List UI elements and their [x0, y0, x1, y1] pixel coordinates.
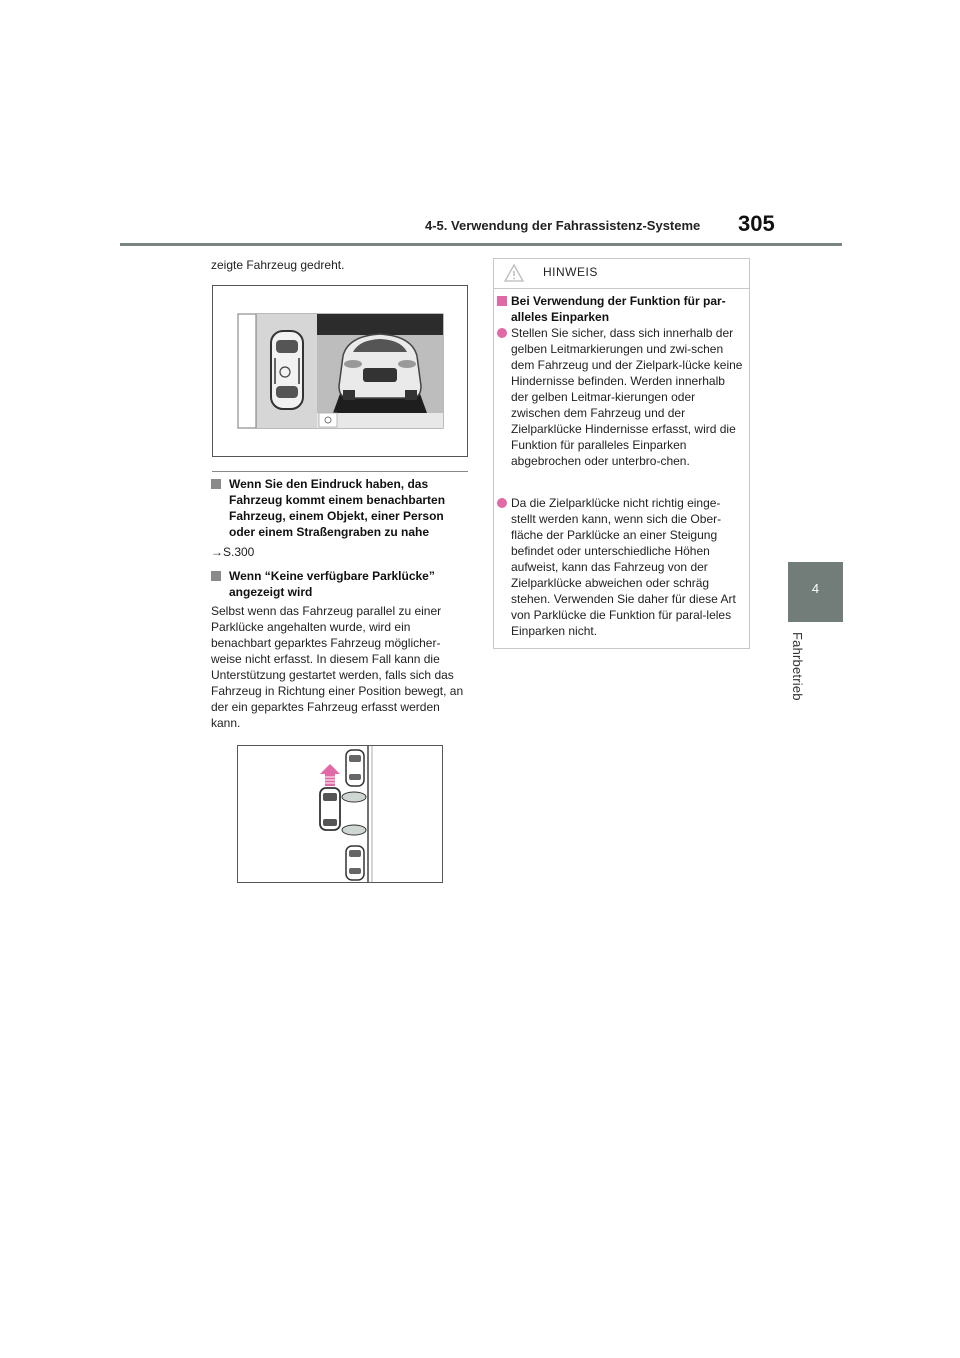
- section-heading: [211, 568, 471, 600]
- camera-display-svg: [213, 286, 467, 456]
- chapter-label: Fahrbetrieb: [790, 632, 805, 701]
- round-bullet-icon: [497, 328, 507, 338]
- parking-diagram-svg: [238, 746, 442, 882]
- note-bullet: [497, 495, 743, 639]
- square-bullet-icon: [211, 571, 221, 581]
- note-heading: [497, 293, 745, 325]
- section-heading-text: Wenn “Keine verfügbare Parklücke” angezeigt wird: [229, 569, 435, 599]
- intro-text: zeigte Fahrzeug gedreht.: [211, 258, 345, 272]
- parking-diagram-illustration: [237, 745, 443, 883]
- warning-icon: [503, 263, 525, 288]
- section-title: 4-5. Verwendung der Fahrassistenz-Systeme: [425, 218, 701, 233]
- note-divider: [493, 288, 750, 289]
- section-divider: [212, 471, 468, 472]
- page-number: 305: [738, 211, 775, 236]
- round-bullet-icon: [497, 498, 507, 508]
- note-bullet-text: Da die Zielparklücke nicht richtig einge-stellt werden kann, wenn sich die Ober-fläche der Parklücke an einer Steigung befindet oder unterschiedliche Höhen aufweist, kann das Fahrzeug von der Zielparklücke abweichen oder schräg stehen. Verwenden Sie daher für diese Art von Parklücke die Funktion für paral-leles Einparken nicht.: [511, 496, 736, 638]
- chapter-number: 4: [811, 581, 820, 596]
- page-reference[interactable]: →S.300: [211, 545, 255, 559]
- square-bullet-icon: [211, 479, 221, 489]
- note-title: HINWEIS: [543, 265, 598, 279]
- camera-display-illustration: [212, 285, 468, 457]
- square-bullet-icon: [497, 296, 507, 306]
- header-divider: [120, 243, 842, 246]
- body-paragraph: Selbst wenn das Fahrzeug parallel zu einer Parklücke angehalten wurde, wird ein benachbart geparktes Fahrzeug möglicher-weise nicht erfasst. In diesem Fall kann die Unterstützung gestartet werden, falls sich das Fahrzeug in Richtung einer Position bewegt, an der ein geparktes Fahrzeug erfasst werden kann.: [211, 604, 464, 730]
- section-heading-text: Wenn Sie den Eindruck haben, das Fahrzeug kommt einem benachbarten Fahrzeug, einem Objekt, einer Person oder einem Straßengraben zu nahe: [229, 477, 446, 539]
- section-heading: [211, 476, 471, 540]
- note-bullet: [497, 325, 743, 469]
- note-heading-text: Bei Verwendung der Funktion für par-alleles Einparken: [511, 294, 726, 324]
- note-bullet-text: Stellen Sie sicher, dass sich innerhalb der gelben Leitmarkierungen und zwi-schen dem Fahrzeug und der Zielpark-lücke keine Hindernisse befinden. Werden innerhalb der gelben Leitmar-kierungen oder zwischen dem Fahrzeug und der Zielparklücke Hindernisse erfasst, wird die Funktion für paralleles Einparken abgebrochen oder unterbro-chen.: [511, 326, 743, 468]
